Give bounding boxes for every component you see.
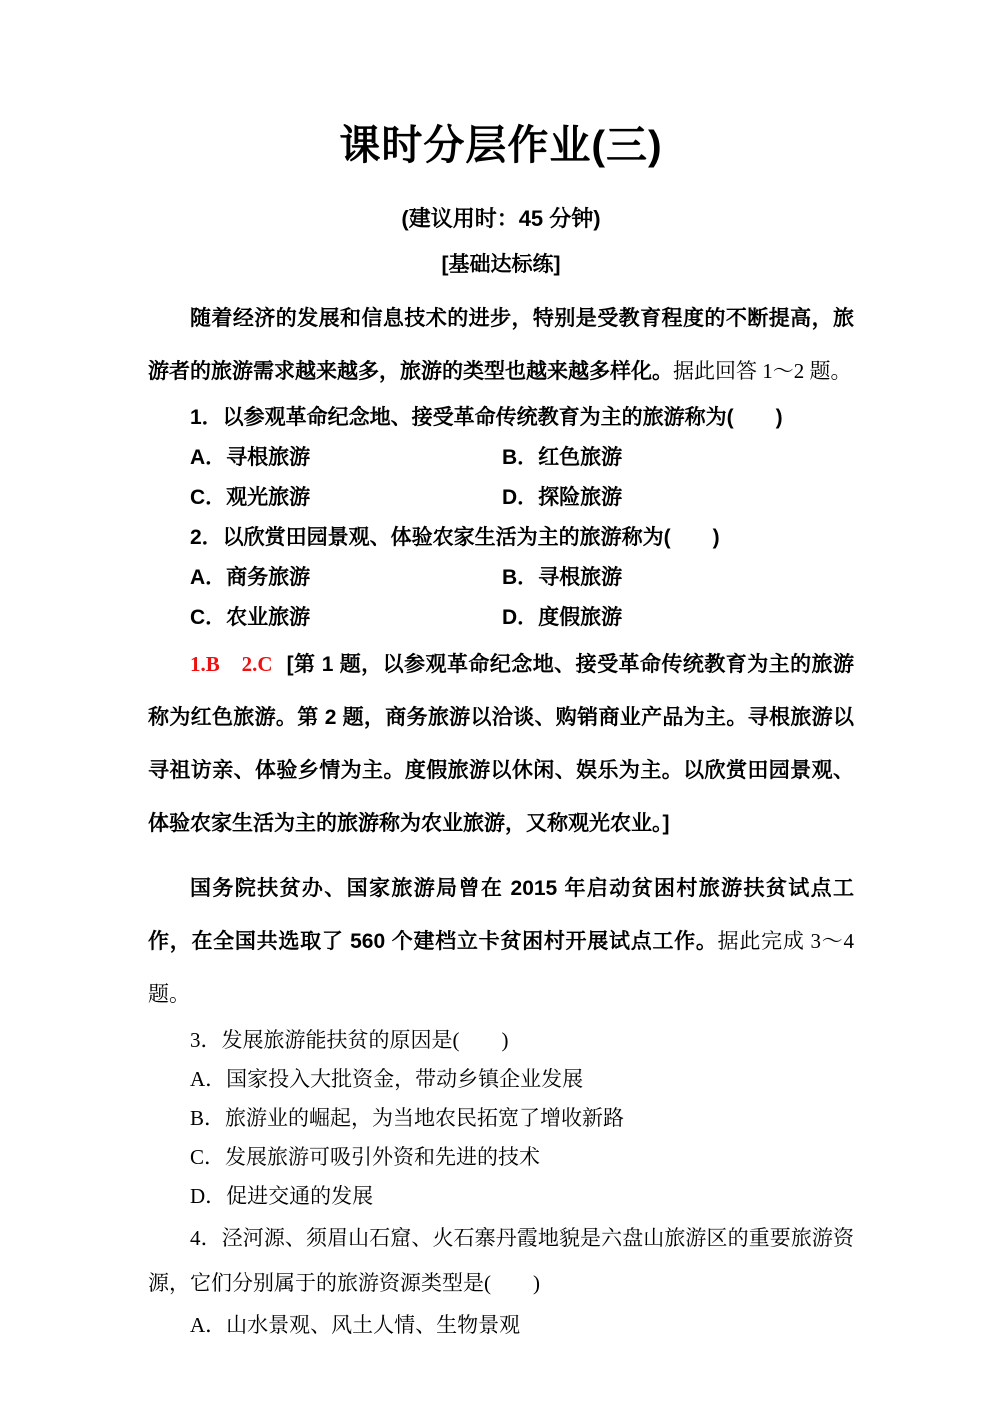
question-3-stem: 3．发展旅游能扶贫的原因是( ): [190, 1028, 509, 1052]
question-3-options: [148, 1060, 854, 1216]
page-content: [0, 118, 1000, 1345]
question-1-option-b: B．红色旅游: [502, 446, 623, 469]
passage-1-lead: 随着经济的发展和信息技术的进步，特别是受教育程度的不断提高，旅游者的旅游需求越来越多，旅游的类型也越来越多样化。: [148, 307, 854, 383]
question-3-option-d: D．促进交通的发展: [190, 1184, 374, 1208]
passage-2: [148, 862, 854, 1020]
question-4-options: [148, 1306, 854, 1345]
question-1-options: [148, 438, 854, 518]
question-4-option-a: A．山水景观、风土人情、生物景观: [190, 1313, 521, 1337]
question-1-stem: 1．以参观革命纪念地、接受革命传统教育为主的旅游称为( ): [190, 406, 783, 429]
question-2-option-c: C．农业旅游: [190, 606, 311, 629]
passage-2-instruction: 据此完成 3～4 题。: [148, 929, 854, 1006]
time-suggestion: (建议用时：45 分钟): [401, 206, 601, 231]
page-title: 课时分层作业(三): [339, 122, 663, 168]
passage-1-instruction: 据此回答 1～2 题。: [673, 359, 852, 383]
question-2-stem: 2．以欣赏田园景观、体验农家生活为主的旅游称为( ): [190, 526, 720, 549]
question-2-options: [148, 558, 854, 638]
section-header: [基础达标练]: [441, 253, 561, 276]
question-3-option-c: C．发展旅游可吸引外资和先进的技术: [190, 1145, 541, 1169]
question-2-option-b: B．寻根旅游: [502, 566, 623, 589]
question-1-option-c: C．观光旅游: [190, 486, 311, 509]
answer-explanation-1-2: [148, 638, 854, 850]
passage-2-lead: 国务院扶贫办、国家旅游局曾在 2015 年启动贫困村旅游扶贫试点工作，在全国共选取了 560 个建档立卡贫困村开展试点工作。: [148, 877, 854, 953]
question-4-stem: 4．泾河源、须眉山石窟、火石寨丹霞地貌是六盘山旅游区的重要旅游资源，它们分别属于的旅游资源类型是( ): [148, 1226, 854, 1295]
question-1-option-a: A．寻根旅游: [190, 446, 311, 469]
answer-keys: 1.B 2.C: [190, 652, 273, 676]
question-3-option-a: A．国家投入大批资金，带动乡镇企业发展: [190, 1067, 584, 1091]
question-3-option-b: B．旅游业的崛起，为当地农民拓宽了增收新路: [190, 1106, 625, 1130]
answer-explanation-text: [第 1 题，以参观革命纪念地、接受革命传统教育为主的旅游称为红色旅游。第 2 题，商务旅游以洽谈、购销商业产品为主。寻根旅游以寻祖访亲、体验乡情为主。度假旅游以休闲、娱乐为主。以欣赏田园景观、体验农家生活为主的旅游称为农业旅游，又称观光农业。]: [148, 653, 854, 835]
question-2-option-a: A．商务旅游: [190, 566, 311, 589]
passage-1: [148, 292, 854, 398]
question-2-option-d: D．度假旅游: [502, 606, 623, 629]
question-1-option-d: D．探险旅游: [502, 486, 623, 509]
